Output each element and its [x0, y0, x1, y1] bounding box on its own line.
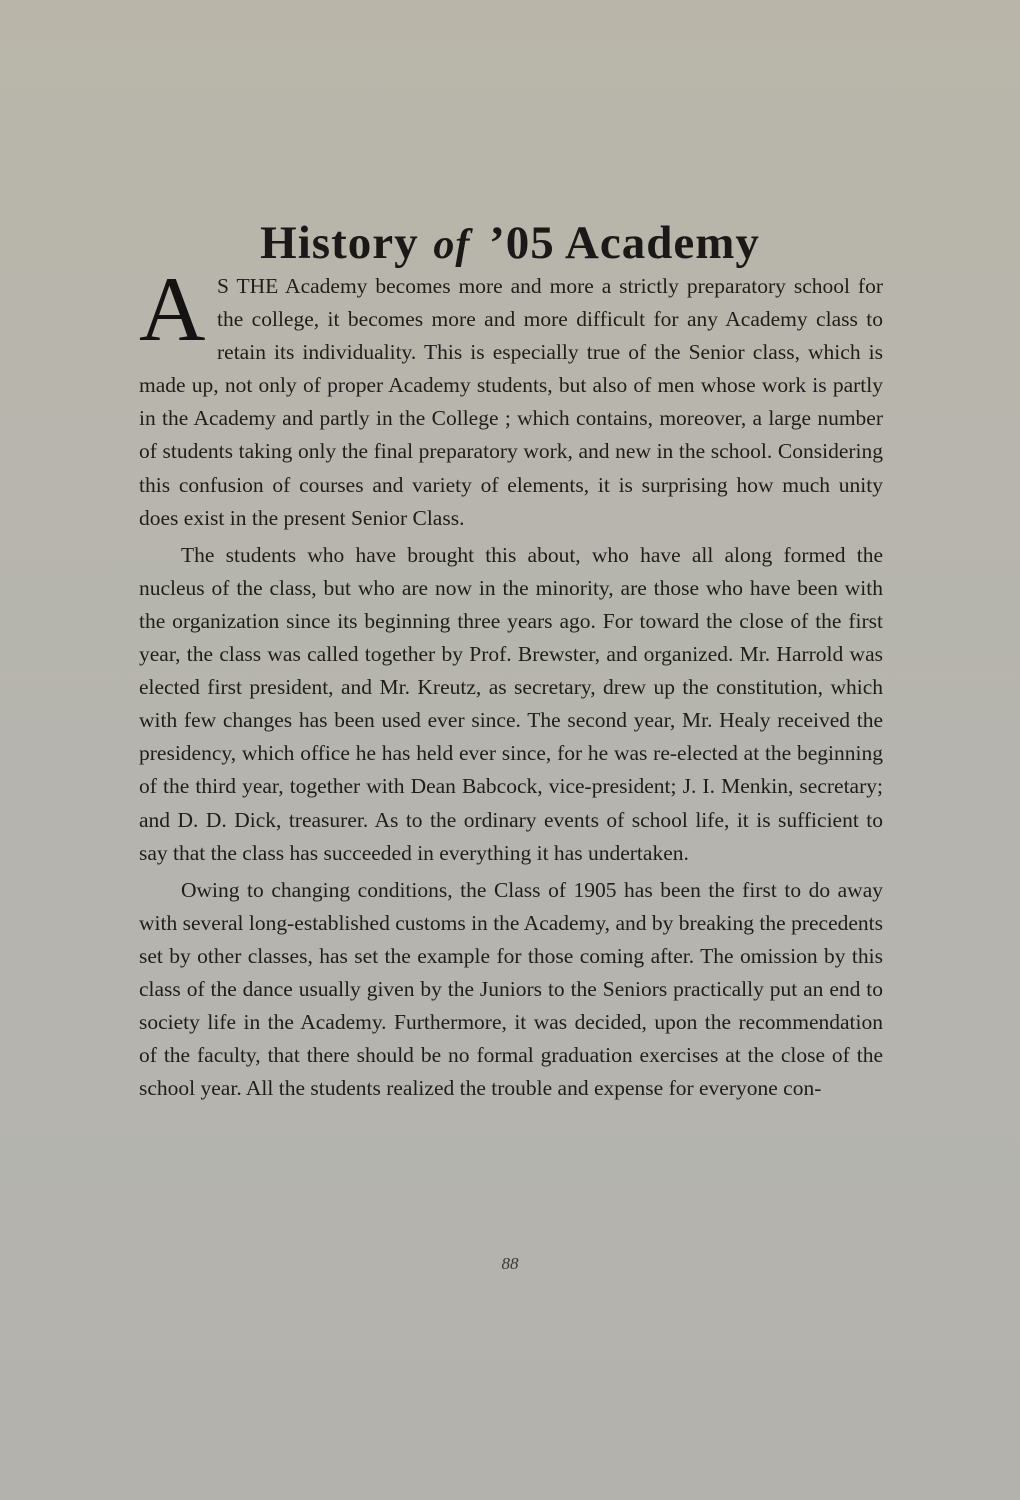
title-05-academy: ’05 Academy — [489, 217, 760, 270]
paragraph-1-text: S THE Academy becomes more and more a strictly preparatory school for the college, it becomes more and more difficult for any Academy class to retain its individuality. This is especially true of the Senior class, which is made up, not only of proper Academy students, but also of men whose work is partly in the Academy and partly in the College ; which contains, moreover, a large number of students taking only the final preparatory work, and new in the school. Considering this confusion of courses and variety of elements, it is surprising how much unity does exist in the present Senior Class. — [139, 274, 883, 530]
title-history: History — [260, 217, 419, 270]
page-number: 88 — [501, 1254, 519, 1273]
article-body — [139, 258, 883, 1109]
title-of-italic: of — [433, 222, 471, 269]
paragraph-2: The students who have brought this about, who have all along formed the nucleus of the class, but who are now in the minority, are those who have been with the organization since its beginning three years ago. For toward the close of the first year, the class was called together by Prof. Brewster, and organized. Mr. Harrold was elected first president, and Mr. Kreutz, as secretary, drew up the constitution, which with few changes has been used ever since. The second year, Mr. Healy received the presidency, which office he has held ever since, for he was re-elected at the beginning of the third year, together with Dean Babcock, vice-president; J. I. Menkin, secretary; and D. D. Dick, treasurer. As to the ordinary events of school life, it is sufficient to say that the class has succeeded in everything it has undertaken. — [139, 542, 883, 865]
drop-cap: A — [139, 258, 206, 360]
paragraph-1 — [139, 258, 883, 535]
paragraph-3: Owing to changing conditions, the Class of 1905 has been the first to do away with several long-established customs in the Academy, and by breaking the precedents set by other classes, has set the example for those coming after. The omission by this class of the dance usually given by the Juniors to the Seniors practically put an end to society life in the Academy. Furthermore, it was decided, upon the recommendation of the faculty, that there should be no formal graduation exercises at the close of the school year. All the students realized the trouble and expense for everyone con- — [139, 877, 883, 1101]
